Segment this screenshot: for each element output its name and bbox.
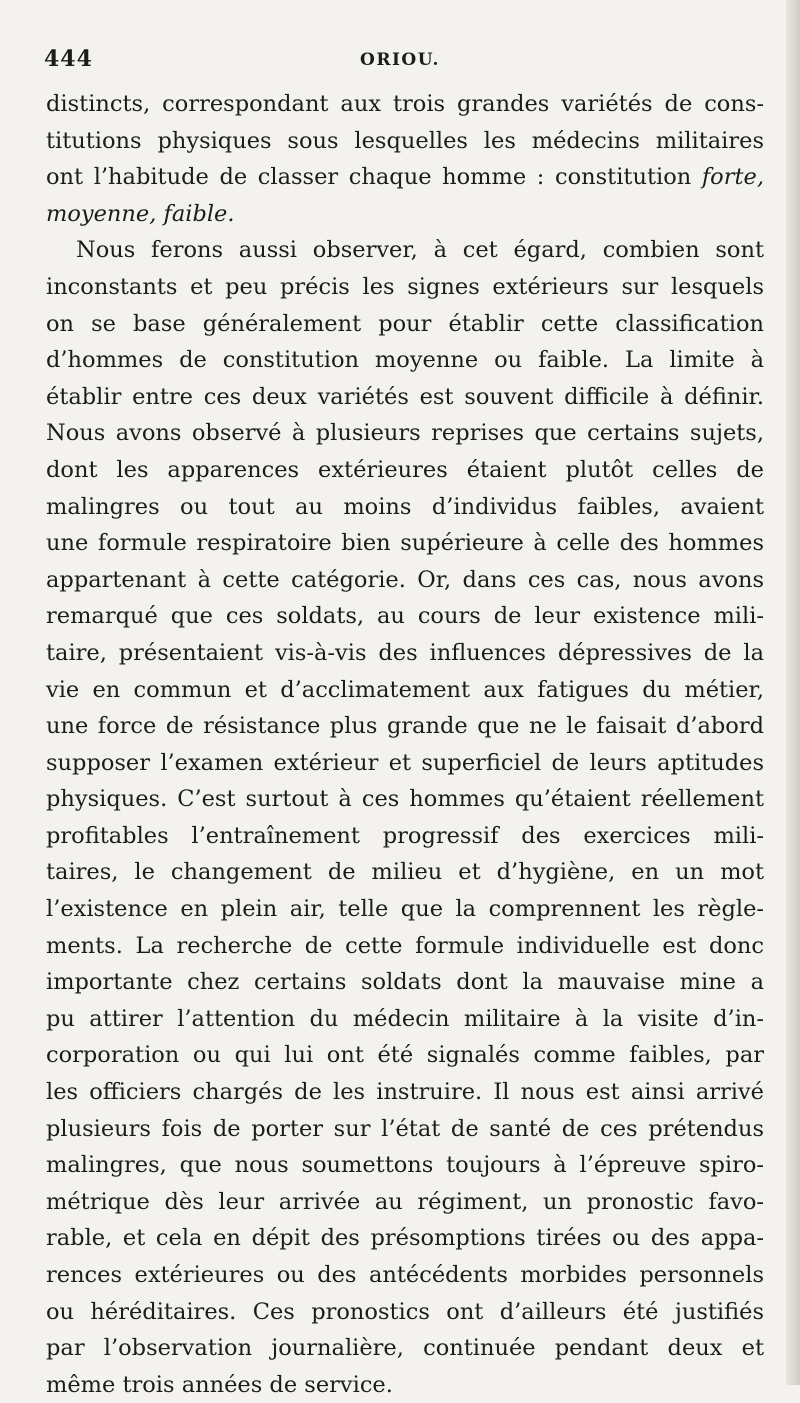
- text-line-8: d’hommes de constitution moyenne ou faible. La limite à: [46, 347, 764, 374]
- italic-words-moyenne-faible: moyenne, faible.: [46, 200, 235, 227]
- text-line-17: vie en commun et d’acclimatement aux fatigues du métier,: [46, 676, 764, 703]
- text-line-26: pu attirer l’attention du médecin militaire à la visite d’in-: [46, 1005, 764, 1032]
- text-line-16: taire, présentaient vis-à-vis des influences dépressives de la: [46, 639, 764, 666]
- text-line-19: supposer l’examen extérieur et superficiel de leurs aptitudes: [46, 749, 764, 776]
- text-line-28: les officiers chargés de les instruire. Il nous est ainsi arrivé: [46, 1079, 764, 1106]
- text-line-4: [46, 196, 764, 233]
- text-line-12: malingres ou tout au moins d’individus faibles, avaient: [46, 493, 764, 520]
- italic-word-forte: forte,: [701, 164, 764, 191]
- page-header: [40, 46, 760, 76]
- text-line-18: une force de résistance plus grande que ne le faisait d’abord: [46, 713, 764, 740]
- running-head: ORIOU.: [360, 50, 440, 70]
- text-line-3-roman: ont l’habitude de classer chaque homme : constitution: [46, 164, 702, 191]
- text-line-9: établir entre ces deux variétés est souvent difficile à définir.: [46, 383, 764, 410]
- text-line-33: rences extérieures ou des antécédents morbides personnels: [46, 1262, 764, 1288]
- text-line-35: par l’observation journalière, continuée pendant deux et: [46, 1335, 764, 1362]
- text-line-2: titutions physiques sous lesquelles les médecins militaires: [46, 127, 764, 154]
- page-number: 444: [44, 46, 93, 72]
- body-text: [46, 86, 764, 1403]
- text-line-23: l’existence en plein air, telle que la comprennent les règle-: [46, 896, 764, 923]
- text-line-11: dont les apparences extérieures étaient plutôt celles de: [46, 456, 764, 483]
- text-line-20: physiques. C’est surtout à ces hommes qu’étaient réellement: [46, 786, 764, 813]
- text-line-24: ments. La recherche de cette formule individuelle est donc: [46, 932, 764, 959]
- text-line-5: Nous ferons aussi observer, à cet égard, combien sont: [76, 237, 764, 264]
- text-line-15: remarqué que ces soldats, au cours de leur existence mili-: [46, 603, 764, 630]
- text-line-32: rable, et cela en dépit des présomptions tirées ou des appa-: [46, 1225, 764, 1252]
- text-line-3: [46, 159, 764, 196]
- text-line-22: taires, le changement de milieu et d’hygiène, en un mot: [46, 859, 764, 886]
- text-line-27: corporation ou qui lui ont été signalés comme faibles, par: [46, 1042, 764, 1069]
- text-line-6: inconstants et peu précis les signes extérieurs sur lesquels: [46, 273, 764, 300]
- page-edge-shadow: [786, 0, 800, 1385]
- text-line-30: malingres, que nous soumettons toujours à l’épreuve spiro-: [46, 1152, 764, 1179]
- text-line-21: profitables l’entraînement progressif des exercices mili-: [46, 822, 764, 849]
- text-line-36: même trois années de service.: [46, 1371, 393, 1398]
- text-line-29: plusieurs fois de porter sur l’état de santé de ces prétendus: [46, 1115, 764, 1142]
- text-line-7: on se base généralement pour établir cette classification: [46, 310, 764, 337]
- text-line-1: distincts, correspondant aux trois grandes variétés de cons-: [46, 91, 764, 117]
- text-line-14: appartenant à cette catégorie. Or, dans ces cas, nous avons: [46, 566, 764, 593]
- text-line-13: une formule respiratoire bien supérieure à celle des hommes: [46, 530, 764, 557]
- text-line-34: ou héréditaires. Ces pronostics ont d’ailleurs été justifiés: [46, 1298, 764, 1325]
- text-line-10: Nous avons observé à plusieurs reprises que certains sujets,: [46, 420, 764, 447]
- text-line-25: importante chez certains soldats dont la mauvaise mine a: [46, 969, 764, 996]
- text-line-31: métrique dès leur arrivée au régiment, un pronostic favo-: [46, 1188, 764, 1215]
